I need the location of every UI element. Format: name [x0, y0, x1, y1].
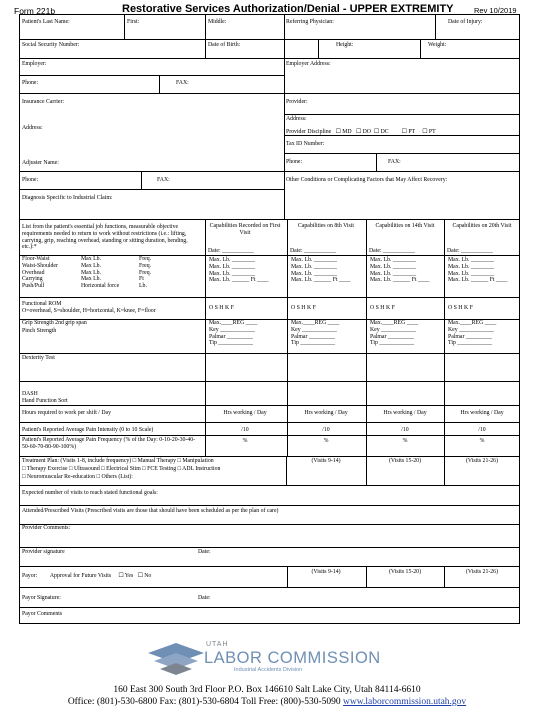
expected-visits-label: Expected number of visits to reach stated functional goals:: [22, 490, 158, 496]
rom-cell-first[interactable]: O S H K F: [209, 305, 234, 311]
form-number: Form 221b: [14, 6, 56, 16]
ssn-label: Social Security Number:: [22, 42, 80, 48]
grip-cells-8th[interactable]: Max.____REG ____ Key ____________ Palmar _________ Tip ____________: [291, 320, 340, 347]
lift-row-labels: [22, 256, 151, 290]
lift-cells-20th[interactable]: Max. Lb. ________ Max. Lb. ________ Max. Lb. ________ Max. Lb. ______ Ft ____: [448, 257, 508, 284]
discipline-label: Provider Discipline: [286, 129, 332, 135]
logo-division-text: Industrial Accidents Division: [234, 667, 303, 673]
date-first: Date: ___________: [208, 248, 254, 254]
approval-label: Approval for Future Visits: [49, 573, 112, 579]
treatment-visits-21-26: (Visits 21-26): [465, 458, 499, 464]
lift-cells-14th[interactable]: Max. Lb. ________ Max. Lb. ________ Max. Lb. ________ Max. Lb. ______ Ft ____: [370, 257, 430, 284]
dash-label: DASH: [22, 391, 38, 397]
hours-cell-14th[interactable]: Hrs working / Day: [383, 410, 427, 416]
grip-cells-14th[interactable]: Max.____REG ____ Key ____________ Palmar _________ Tip ____________: [370, 320, 419, 347]
referring-physician-label: Referring Physician:: [286, 19, 334, 25]
date-8th: Date: ___________: [290, 248, 336, 254]
provider-comments-label: Provider Comments:: [22, 525, 71, 531]
payor-visits-21-26: (Visits 21-26): [465, 569, 499, 575]
col-header-first: Capabilities Recorded on First Visit: [209, 223, 281, 236]
treatment-visits-9-14: (Visits 9-14): [311, 458, 341, 464]
hours-required-label: Hours required to work per shift / Day: [22, 410, 112, 416]
lift-row: Carrying Max Lb. Ft: [22, 276, 144, 283]
date-20th: Date: ___________: [447, 248, 493, 254]
height-label: Height:: [336, 42, 354, 48]
grip-cells-20th[interactable]: Max.____REG ____ Key ____________ Palmar _________ Tip ____________: [448, 320, 497, 347]
payor-visits-9-14: (Visits 9-14): [311, 569, 341, 575]
tax-id-label: Tax ID Number:: [286, 141, 325, 147]
discipline-md: MD: [342, 129, 352, 135]
treatment-plan-line-3: □ Neuromuscular Re-education □ Others (List):: [22, 474, 133, 480]
rom-cell-14th[interactable]: O S H K F: [370, 305, 395, 311]
no-label: No: [144, 573, 152, 579]
provider-discipline: [286, 129, 436, 136]
pain-freq-20th[interactable]: %: [479, 438, 485, 444]
pain-freq-14th[interactable]: %: [402, 438, 408, 444]
footer-website-link[interactable]: www.laborcommission.utah.gov: [343, 697, 467, 707]
lift-row: Waist-Shoulder Max Lb. Freq.: [22, 262, 152, 269]
lift-row: Floor-Waist Max Lb. Freq.: [22, 256, 152, 262]
lift-row: Push/Pull Horizontal force Lb.: [22, 283, 147, 290]
rom-legend: O=overhead, S=shoulder, H=horizontal, K=knee, F=floor: [22, 308, 156, 314]
employer-address-label: Employer Address:: [286, 61, 331, 67]
adjuster-fax-label: FAX:: [157, 177, 170, 183]
discipline-pt: PT: [408, 129, 415, 135]
payor-signature-label: Payor Signature:: [22, 595, 61, 601]
pain-intensity-14th[interactable]: /10: [401, 427, 409, 433]
checkbox-yes[interactable]: ☐: [118, 573, 124, 579]
form-title: Restorative Services Authorization/Denial - UPPER EXTREMITY: [122, 3, 454, 15]
payor-comments-label: Payor Comments: [22, 611, 63, 617]
provider-fax-label: FAX:: [388, 159, 401, 165]
col-header-14th: Capabilities on 14th Visit: [375, 223, 435, 229]
date-14th: Date: ___________: [369, 248, 415, 254]
first-name-label: First:: [127, 19, 140, 25]
rom-cell-8th[interactable]: O S H K F: [291, 305, 316, 311]
labor-commission-logo-icon: [146, 641, 206, 681]
checkbox-md[interactable]: ☐: [335, 129, 341, 135]
yes-label: Yes: [124, 573, 134, 579]
employer-label: Employer:: [22, 61, 47, 67]
injury-date-label: Date of Injury:: [448, 19, 483, 25]
carrier-address-label: Address:: [22, 125, 43, 131]
hours-cell-8th[interactable]: Hrs working / Day: [304, 410, 348, 416]
pinch-strength-label: Pinch Strength: [22, 328, 57, 334]
pain-freq-first[interactable]: %: [242, 438, 248, 444]
discipline-pt-2: PT: [428, 129, 436, 135]
discipline-do: DO: [362, 129, 371, 135]
adjuster-phone-label: Phone:: [22, 177, 39, 183]
rom-label: Functional ROM: [22, 301, 62, 307]
adjuster-name-label: Adjuster Name:: [22, 160, 59, 166]
rom-cell-20th[interactable]: O S H K F: [448, 305, 473, 311]
pain-intensity-20th[interactable]: /10: [478, 427, 486, 433]
payor-label: Payor:: [22, 573, 38, 579]
footer-address: 160 East 300 South 3rd Floor P.O. Box 146610 Salt Lake City, Utah 84114-6610: [113, 685, 421, 695]
col-header-20th: Capabilities on 20th Visit: [452, 223, 512, 229]
payor-row: [22, 573, 151, 580]
employer-fax-label: FAX:: [176, 80, 189, 86]
pain-frequency-label: Patient's Reported Average Pain Frequency (% of the Day: 0-10-20-30-40-50-60-70-80-90-100%): [22, 437, 196, 450]
provider-signature-date-label: Date:: [198, 549, 211, 555]
provider-address-label: Address:: [286, 116, 307, 122]
pain-intensity-first[interactable]: /10: [241, 427, 249, 433]
col-header-8th: Capabilities on 8th Visit: [297, 223, 355, 229]
last-name-label: Patient's Last Name:: [22, 19, 70, 25]
insurance-carrier-label: Insurance Carrier:: [22, 99, 65, 105]
other-conditions-label: Other Conditions or Complicating Factors that May Affect Recovery:: [286, 177, 448, 183]
hours-cell-20th[interactable]: Hrs working / Day: [460, 410, 504, 416]
capabilities-intro: List from the patient's essential job functions, measurable objective requirements needed to return to work without restrictions (i.e.: lifting, carrying, grip, reaching overhead, standing or sitting duration, bending, etc.):*: [22, 224, 188, 251]
grip-strength-label: Grip Strength 2nd grip span: [22, 320, 87, 326]
lift-cells-first[interactable]: Max. Lb. ________ Max. Lb. ________ Max. Lb. ________ Max. Lb. ______ Ft ____: [209, 257, 269, 284]
dexterity-test-label: Dexterity Test: [22, 355, 55, 361]
checkbox-pt[interactable]: ☐: [401, 129, 407, 135]
checkbox-do[interactable]: ☐: [355, 129, 362, 135]
diagnosis-label: Diagnosis Specific to Industrial Claim:: [22, 195, 113, 201]
pain-intensity-8th[interactable]: /10: [322, 427, 330, 433]
attended-visits-label: Attended/Prescribed Visits (Prescribed visits are those that should have been scheduled as per the plan of care): [22, 508, 279, 514]
payor-visits-15-20: (Visits 15-20): [388, 569, 422, 575]
lift-cells-8th[interactable]: Max. Lb. ________ Max. Lb. ________ Max. Lb. ________ Max. Lb. ______ Ft ____: [291, 257, 351, 284]
footer-contact: Office: (801)-530-6800 Fax: (801)-530-6804 Toll Free: (800)-530-5090: [67, 697, 341, 707]
checkbox-pt-2[interactable]: ☐: [422, 129, 428, 135]
footer-contact-line: [0, 697, 534, 707]
pain-freq-8th[interactable]: %: [323, 438, 329, 444]
provider-label: Provider:: [286, 99, 308, 105]
pain-intensity-label: Patient's Reported Average Pain Intensity (0 to 10 Scale): [22, 427, 154, 433]
form-frame: [19, 14, 520, 624]
revision-label: Rev 10/2019: [474, 6, 517, 15]
treatment-plan-line-2: □ Therapy Exercise □ Ultrasound □ Electrical Stim □ FCE Testing □ ADL Instruction: [22, 466, 221, 472]
logo-utah-text: UTAH: [206, 641, 229, 648]
provider-signature-label: Provider signature: [22, 549, 65, 555]
middle-name-label: Middle:: [208, 19, 227, 25]
employer-phone-label: Phone:: [22, 80, 39, 86]
checkbox-dc[interactable]: ☐: [373, 129, 380, 135]
checkbox-no[interactable]: ☐: [137, 573, 143, 579]
provider-phone-label: Phone:: [286, 159, 303, 165]
payor-signature-date-label: Date:: [198, 595, 211, 601]
hours-cell-first[interactable]: Hrs working / Day: [223, 410, 267, 416]
treatment-visits-15-20: (Visits 15-20): [388, 458, 422, 464]
dob-label: Date of Birth:: [208, 42, 241, 48]
discipline-dc: DC: [380, 129, 389, 135]
logo-labor-commission-text: LABOR COMMISSION: [204, 649, 381, 667]
grip-cells-first[interactable]: Max.____REG ____ Key ____________ Palmar _________ Tip ____________: [209, 320, 258, 347]
hand-function-sort-label: Hand Function Sort: [22, 398, 68, 404]
treatment-plan-line-1: Treatment Plan: (Visits 1-8, include frequency) □ Manual Therapy □ Manipulation: [22, 458, 214, 464]
lift-row: Overhead Max Lb. Freq.: [22, 269, 152, 276]
weight-label: Weight:: [428, 42, 447, 48]
